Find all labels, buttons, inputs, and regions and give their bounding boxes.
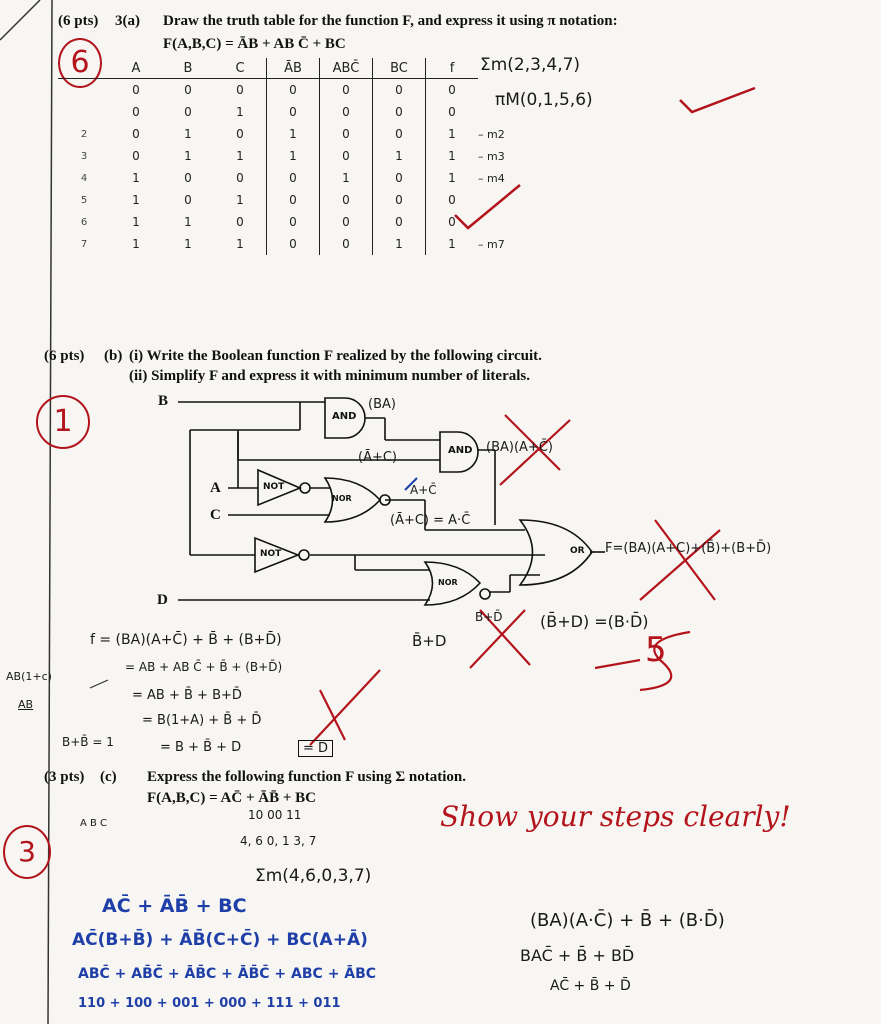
truth-table-cell: 1 xyxy=(426,145,479,167)
part-a-function: F(A,B,C) = ĀB + AB C̄ + BC xyxy=(163,36,346,52)
part-c-label: (c) xyxy=(100,769,117,785)
truth-table-cell: 0 xyxy=(426,101,479,123)
truth-table-cell: 0 xyxy=(320,123,373,145)
truth-table-cell: 0 xyxy=(132,105,140,119)
part-c-score-circle xyxy=(3,825,51,879)
annot-ba: (BA) xyxy=(368,397,396,412)
truth-table-header: f xyxy=(426,58,479,79)
truth-table-minterm-note: – m4 xyxy=(478,171,505,185)
truth-table-minterm-note: – m7 xyxy=(478,237,505,251)
part-c-bits: 10 00 11 xyxy=(248,808,302,822)
and2-gate-label: AND xyxy=(448,445,473,456)
truth-table-row-index: 3 xyxy=(80,150,88,162)
truth-table-cell: 0 xyxy=(184,193,192,207)
truth-table-cell: 0 xyxy=(132,149,140,163)
part-c-question: Express the following function F using Σ notation. xyxy=(147,769,467,785)
right-work-line: AC̄ + B̄ + D̄ xyxy=(550,978,631,994)
truth-table-cell: 0 xyxy=(236,171,244,185)
truth-table-cell: 0 xyxy=(267,167,320,189)
truth-table-cell: 1 xyxy=(236,149,244,163)
truth-table-cell: 0 xyxy=(320,211,373,233)
part-b-final-answer: = D xyxy=(298,740,333,757)
truth-table-cell: 1 xyxy=(132,193,140,207)
part-b-work-line: = B(1+A) + B̄ + D̄ xyxy=(142,713,262,728)
sum-of-minterms: Σm(2,3,4,7) xyxy=(480,55,581,75)
truth-table-cell: 0 xyxy=(184,171,192,185)
truth-table-cell: 1 xyxy=(132,237,140,251)
part-b-work-line: = AB + B̄ + B+D̄ xyxy=(132,688,242,703)
part-c-points: (3 pts) xyxy=(44,769,85,785)
side-note-b-plus-bbar: B+B̄ = 1 xyxy=(62,735,114,749)
part-b-score: 1 xyxy=(53,404,73,439)
truth-table-cell: 0 xyxy=(426,211,479,233)
part-c-function: F(A,B,C) = AC̄ + ĀB̄ + BC xyxy=(147,790,316,806)
truth-table-cell: 0 xyxy=(267,189,320,211)
annot-a-plus-c: (Ā+C) xyxy=(358,450,398,465)
truth-table-cell: 1 xyxy=(236,237,244,251)
and1-gate-label: AND xyxy=(332,411,357,422)
input-d-label: D xyxy=(157,592,168,608)
truth-table-cell: 0 xyxy=(320,101,373,123)
truth-table-cell: 0 xyxy=(267,101,320,123)
truth-table-cell: 1 xyxy=(426,167,479,189)
part-b-points: (6 pts) xyxy=(44,348,85,364)
side-note-ab: AB xyxy=(18,698,34,711)
truth-table-cell: 0 xyxy=(132,83,140,97)
part-c-abc: A B C xyxy=(80,818,108,829)
truth-table-cell: 0 xyxy=(373,211,426,233)
side-note-ab1c: AB(1+c) xyxy=(6,670,52,683)
truth-table-cell: 1 xyxy=(184,215,192,229)
part-c-work-line: AC̄ + ĀB̄ + BC xyxy=(102,895,247,917)
truth-table-cell: 1 xyxy=(373,145,426,167)
part-c-answer: Σm(4,6,0,3,7) xyxy=(255,866,372,886)
part-a-label: 3(a) xyxy=(115,13,140,29)
truth-table-cell: 0 xyxy=(373,101,426,123)
truth-table-cell: 1 xyxy=(426,123,479,145)
truth-table-cell: 0 xyxy=(373,189,426,211)
not2-gate-label: NOT xyxy=(260,549,282,559)
truth-table-cell: 1 xyxy=(267,123,320,145)
part-c-vals: 4, 6 0, 1 3, 7 xyxy=(240,834,317,848)
truth-table-row-index: 5 xyxy=(80,194,88,206)
truth-table-cell: 0 xyxy=(132,127,140,141)
part-b-q2: (ii) Simplify F and express it with minimum number of literals. xyxy=(129,368,530,384)
truth-table-row-index: 2 xyxy=(80,128,88,140)
not1-gate-label: NOT xyxy=(263,482,285,492)
part-b-work-line: = AB + AB C̄ + B̄ + (B+D̄) xyxy=(125,660,283,674)
truth-table-row-index: 7 xyxy=(80,238,88,250)
product-of-maxterms: πM(0,1,5,6) xyxy=(495,90,593,110)
truth-table-cell: 1 xyxy=(373,233,426,255)
part-c-work-line: ABC̄ + AB̄C̄ + ĀB̄C + ĀB̄C̄ + ABC + ĀBC xyxy=(78,966,377,982)
input-c-label: C xyxy=(210,507,221,523)
truth-table-cell: 0 xyxy=(320,145,373,167)
truth-table-header: BC xyxy=(373,58,426,79)
truth-table-cell: 1 xyxy=(426,233,479,255)
truth-table-cell: 0 xyxy=(320,79,373,102)
annot-nor1-out: A+C̄ xyxy=(410,483,437,497)
truth-table-cell: 0 xyxy=(426,189,479,211)
right-work-line: (BA)(A·C̄) + B̄ + (B·D̄) xyxy=(530,910,725,931)
truth-table-cell: 0 xyxy=(236,127,244,141)
truth-table-minterm-note: – m3 xyxy=(478,149,505,163)
truth-table-cell: 0 xyxy=(373,123,426,145)
truth-table-cell: 0 xyxy=(184,83,192,97)
truth-table-cell: 0 xyxy=(373,167,426,189)
truth-table-cell: 0 xyxy=(320,233,373,255)
part-b-score-mark: 5 xyxy=(645,630,667,670)
part-b-work-line: = B + B̄ + D xyxy=(160,740,242,755)
truth-table-cell: 1 xyxy=(184,237,192,251)
truth-table-cell: 0 xyxy=(267,233,320,255)
feedback-note: Show your steps clearly! xyxy=(440,800,791,833)
truth-table-row-index: 4 xyxy=(80,172,88,184)
annot-nor2-out: B+D̄ xyxy=(475,610,503,624)
annot-nor1-eq: (Ā+C) = A·C̄ xyxy=(390,513,471,528)
or-gate-label: OR xyxy=(570,546,585,556)
truth-table-header: ABC̄ xyxy=(320,58,373,79)
truth-table-cell: 1 xyxy=(132,171,140,185)
right-work-line: BAC̄ + B̄ + BD̄ xyxy=(520,946,635,965)
truth-table-cell: 0 xyxy=(267,211,320,233)
part-a-score: 6 xyxy=(70,45,90,80)
annot-f-out: F=(BA)(A+C)+(B̄)+(B+D̄) xyxy=(605,541,772,556)
part-c-score: 3 xyxy=(18,835,36,868)
truth-table-cell: 0 xyxy=(426,79,479,102)
truth-table-header: B xyxy=(162,58,214,79)
part-b-q1: (i) Write the Boolean function F realized by the following circuit. xyxy=(129,348,542,364)
part-c-work-line: AC̄(B+B̄) + ĀB̄(C+C̄) + BC(A+Ā) xyxy=(72,930,368,950)
annot-b-plus-d: B̄+D xyxy=(412,632,447,650)
truth-table-header: C xyxy=(214,58,267,79)
truth-table-cell: 0 xyxy=(320,189,373,211)
input-a-label: A xyxy=(210,480,221,496)
part-b-work-line: f = (BA)(A+C̄) + B̄ + (B+D̄) xyxy=(90,632,282,648)
truth-table-header: ĀB xyxy=(267,58,320,79)
part-a-question: Draw the truth table for the function F, and express it using π notation: xyxy=(163,13,618,29)
nor2-gate-label: NOR xyxy=(438,578,458,587)
part-c-work-line: 110 + 100 + 001 + 000 + 111 + 011 xyxy=(78,996,341,1011)
truth-table-cell: 0 xyxy=(373,79,426,102)
truth-table-row-index: 6 xyxy=(80,216,88,228)
truth-table-cell: 0 xyxy=(267,79,320,102)
truth-table-cell: 1 xyxy=(132,215,140,229)
nor1-gate-label: NOR xyxy=(332,494,352,503)
truth-table-cell: 1 xyxy=(267,145,320,167)
truth-table-cell: 1 xyxy=(236,193,244,207)
truth-table-cell: 0 xyxy=(236,83,244,97)
truth-table-cell: 1 xyxy=(184,149,192,163)
input-b-label: B xyxy=(158,393,169,409)
truth-table-cell: 0 xyxy=(184,105,192,119)
annot-nor2-expr: (B̄+D) =(B·D̄) xyxy=(540,612,649,631)
part-a-points: (6 pts) xyxy=(58,13,99,29)
truth-table-header: A xyxy=(110,58,162,79)
truth-table-cell: 1 xyxy=(236,105,244,119)
truth-table-cell: 1 xyxy=(320,167,373,189)
truth-table-minterm-note: – m2 xyxy=(478,127,505,141)
truth-table-cell: 1 xyxy=(184,127,192,141)
truth-table-cell: 0 xyxy=(236,215,244,229)
part-b-label: (b) xyxy=(104,348,123,364)
annot-and2-out: (BA)(A+C̄) xyxy=(486,440,553,455)
